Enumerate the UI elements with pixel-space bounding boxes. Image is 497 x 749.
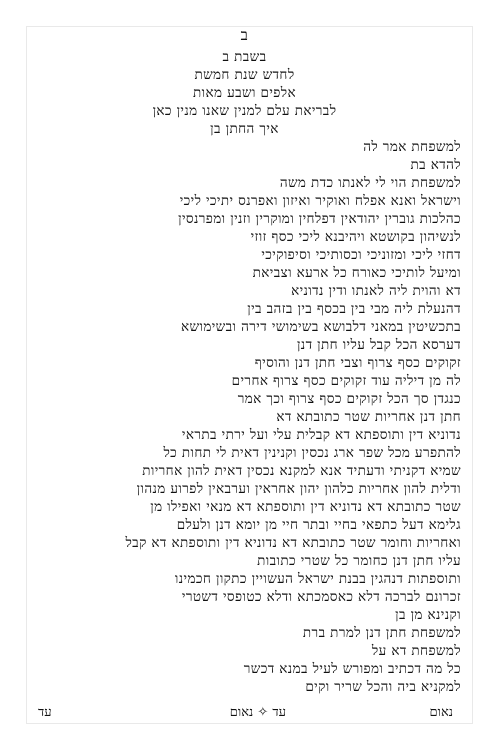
text-line-33: וקנינא מן בן <box>395 607 461 623</box>
text-line-13: דחזי ליכי ומזוניכי וכסותיכי וסיפוקיכי <box>261 247 461 263</box>
signature-left-label: עד <box>38 705 52 720</box>
text-line-26: ודלית להון אחריות כלהון יהון אחראין וערבאין לפרוע מנהון <box>136 481 461 497</box>
text-line-21: כנגדן סך הכל זקוקים כסף צרוף וכך אמר <box>237 391 461 407</box>
signature-center-label: עד ✧ נאום <box>229 705 286 720</box>
text-line-24: להתפרע מכל שפר ארג נכסין וקנינין דאית לי תחות כל <box>163 445 461 461</box>
text-line-5: לבריאת עלם למנין שאנו מנין כאן <box>152 103 337 119</box>
signature-right-label: נאום <box>429 705 453 720</box>
text-line-16: דהנעלת ליה מבי בין בכסף בין בזהב בין <box>247 301 461 317</box>
text-line-28: גלימא דעל כתפאי בחיי ובתר חיי מן יומא דנן ולעלם <box>176 517 461 533</box>
text-line-7: למשפחת אמר לה <box>363 139 461 155</box>
text-line-37: למקניא ביה והכל שריר וקים <box>305 679 461 695</box>
text-line-12: לנשיהון בקושטא ויהיבנא ליכי כסף זוזי <box>250 229 461 245</box>
text-line-9: למשפחת הוי לי לאנתו כדת משה <box>279 175 461 191</box>
text-line-11: כהלכות גוברין יהודאין דפלחין ומוקרין וזנין ומפרנסין <box>178 211 461 227</box>
text-line-30: עליו חתן דנן כחומר כל שטרי כתובות <box>257 553 461 569</box>
text-line-34: למשפחת חתן דנן למרת ברת <box>302 625 461 641</box>
text-line-29: ואחריות וחומר שטר כתובתא דא נדוניא דין ותוספתא דא קבל <box>125 535 461 551</box>
text-line-19: זקוקים כסף צרוף וצבי חתן דנן והוסיף <box>254 355 461 371</box>
text-line-14: ומיעל לותיכי כאורח כל ארעא וצביאת <box>252 265 461 281</box>
text-line-36: כל מה דכתיב ומפורש לעיל במנא דכשר <box>243 661 461 677</box>
text-line-1: ב <box>240 26 249 44</box>
signature-row <box>28 704 461 726</box>
text-line-4: אלפים ושבע מאות <box>193 85 296 101</box>
text-line-15: דא והוית ליה לאנתו ודין נדוניא <box>291 283 461 299</box>
text-line-31: ותוספתות דנהגין בבנת ישראל העשויין כתקון חכמינו <box>174 571 461 587</box>
text-line-6: איך החתן בן <box>210 121 279 137</box>
text-line-2: בשבת ב <box>222 49 267 65</box>
text-line-18: דערסא הכל קבל עליו חתן דנן <box>296 337 461 353</box>
text-line-10: וישראל ואנא אפלח ואוקיר ואיזון ואפרנס יתיכי ליכי <box>179 193 461 209</box>
text-line-3: לחדש שנת חמשת <box>194 67 295 83</box>
text-line-22: חתן דנן אחריות שטר כתובתא דא <box>276 409 461 425</box>
text-line-20: לה מן דיליה עוד זקוקים כסף צרוף אחרים <box>231 373 461 389</box>
text-line-17: בתכשיטין במאני דלבושא בשימושי דירה ובשימושא <box>181 319 461 335</box>
text-line-27: שטר כתובתא דא נדוניא דין ותוספתא דא מנאי ואפילו מן <box>150 499 461 515</box>
text-line-25: שמיא דקניתי ודעתיד אנא למקנא נכסין דאית להון אחריות <box>142 463 461 479</box>
text-line-35: למשפחת דא על <box>371 643 461 659</box>
text-line-8: להדא בת <box>410 157 461 173</box>
text-line-23: נדוניא דין ותוספתא דא קבלית עלי ועל ירתי בתראי <box>181 427 461 443</box>
text-line-32: זכרונם לברכה דלא כאסמכתא ודלא כטופסי דשטרי <box>181 589 461 605</box>
